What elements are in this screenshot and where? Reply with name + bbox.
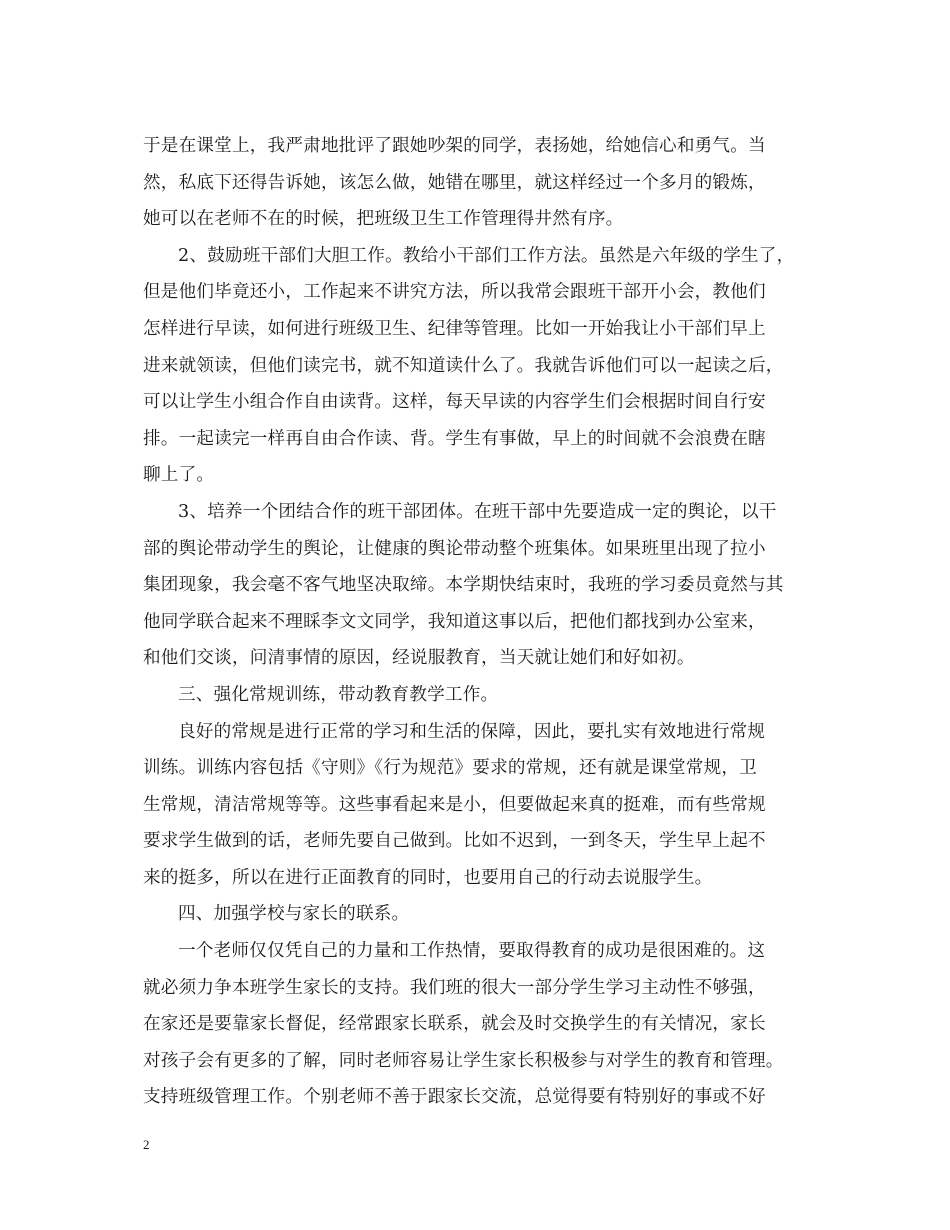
text-line: 对孩子会有更多的了解，同时老师容易让学生家长积极参与对学生的教育和管理。 [143,1050,784,1071]
text-line: 然，私底下还得告诉她，该怎么做，她错在哪里，就这样经过一个多月的锻炼， [143,172,766,193]
paragraph-start-line: 3、培养一个团结合作的班干部团体。在班干部中先要造成一定的舆论，以干 [178,501,777,522]
text-line: 可以让学生小组合作自由读背。这样，每天早读的内容学生们会根据时间自行安 [143,392,766,413]
text-line: 支持班级管理工作。个别老师不善于跟家长交流，总觉得要有特别好的事或不好 [143,1087,766,1108]
text-line: 部的舆论带动学生的舆论，让健康的舆论带动整个班集体。如果班里出现了拉小 [143,538,766,559]
text-line: 生常规，清洁常规等等。这些事看起来是小，但要做起来真的挺难，而有些常规 [143,794,766,815]
text-line: 和他们交谈，问清事情的原因，经说服教育，当天就让她们和好如初。 [143,648,695,669]
text-line: 排。一起读完一样再自由合作读、背。学生有事做，早上的时间就不会浪费在瞎 [143,428,766,449]
text-line: 他同学联合起来不理睬李文文同学，我知道这事以后，把他们都找到办公室来， [143,611,766,632]
paragraph-start-line: 良好的常规是进行正常的学习和生活的保障，因此，要扎实有效地进行常规 [178,721,766,742]
text-line: 聊上了。 [143,465,215,486]
text-line: 就必须力争本班学生家长的支持。我们班的很大一部分学生学习主动性不够强， [143,977,766,998]
text-line: 她可以在老师不在的时候，把班级卫生工作管理得井然有序。 [143,209,624,230]
page-number: 2 [143,1137,150,1152]
paragraph-start-line: 一个老师仅仅凭自己的力量和工作热情，要取得教育的成功是很困难的。这 [178,941,766,962]
text-line: 要求学生做到的话，老师先要自己做到。比如不迟到，一到冬天，学生早上起不 [143,831,766,852]
text-line: 于是在课堂上，我严肃地批评了跟她吵架的同学，表扬她，给她信心和勇气。当 [143,136,766,156]
document-body [143,128,813,1116]
text-line: 进来就领读，但他们读完书，就不知道读什么了。我就告诉他们可以一起读之后， [143,355,784,376]
text-line: 训练。训练内容包括《守则》《行为规范》要求的常规，还有就是课堂常规，卫 [143,758,757,779]
text-line: 集团现象，我会毫不客气地坚决取缔。本学期快结束时，我班的学习委员竟然与其 [143,575,784,596]
text-line: 怎样进行早读，如何进行班级卫生、纪律等管理。比如一开始我让小干部们早上 [143,318,766,339]
section-heading: 四、加强学校与家长的联系。 [178,904,410,925]
section-heading: 三、强化常规训练，带动教育教学工作。 [178,684,499,705]
text-line: 但是他们毕竟还小，工作起来不讲究方法，所以我常会跟班干部开小会，教他们 [143,282,766,303]
text-line: 来的挺多，所以在进行正面教育的同时，也要用自己的行动去说服学生。 [143,867,713,888]
paragraph-start-line: 2、鼓励班干部们大胆工作。教给小干部们工作方法。虽然是六年级的学生了， [178,245,795,266]
text-line: 在家还是要靠家长督促，经常跟家长联系，就会及时交换学生的有关情况，家长 [143,1014,766,1035]
